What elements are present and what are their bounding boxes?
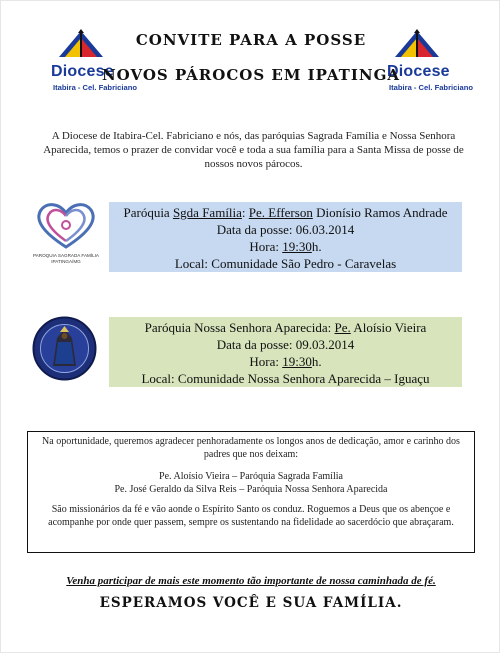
departing-priest-2: Pe. José Geraldo da Silva Reis – Paróquia Nossa Senhora Aparecida [114,483,388,495]
parish-sagrada-familia-box [109,202,462,272]
diocese-name: Diocese [51,63,114,80]
diocese-subtitle: Itabira - Cel. Fabriciano [389,83,473,92]
footer-closing-line: ESPERAMOS VOCÊ E SUA FAMÍLIA. [99,595,403,611]
parish-name: Sgda Família [172,205,242,220]
diocese-name: Diocese [387,63,450,80]
time-suffix: h. [311,354,322,369]
time-label: Hora: [249,354,283,369]
thanks-intro: Na oportunidade, queremos agradecer penhoradamente os longos anos de dedicação, amor e carinho dos padres que nos deixam: [42,436,460,460]
priest-name: Aloísio Vieira [350,320,427,335]
priest-name: Dionísio Ramos Andrade [312,205,448,220]
page-subtitle: NOVOS PÁROCOS EM IPATINGA [101,66,401,84]
sagrada-familia-logo [31,199,101,269]
separator: : [241,205,249,220]
parish2-location: Local: Comunidade Nossa Senhora Aparecida – Iguaçu [141,371,430,386]
parish1-date: Data da posse: 06.03.2014 [216,222,355,237]
parish-label: Paróquia [123,205,173,220]
thanks-box [27,431,475,553]
time-label: Hora: [249,239,283,254]
parish-nossa-senhora-aparecida-box [109,317,462,387]
sagrada-familia-logo-caption [31,253,101,265]
parish2-date: Data da posse: 09.03.2014 [216,337,355,352]
departing-priest-1: Pe. Aloísio Vieira – Paróquia Sagrada Família [159,471,343,482]
footer-invitation-line: Venha participar de mais este momento tão importante de nossa caminhada de fé. [66,575,436,587]
time-value: 19:30 [282,354,312,369]
parish2-priest-line [109,319,462,336]
parish1-time-line [109,238,462,255]
parish1-location: Local: Comunidade São Pedro - Caravelas [174,256,397,271]
parish-label: Paróquia Nossa Senhora Aparecida: [144,320,335,335]
heart-family-icon [31,199,101,251]
diocese-subtitle: Itabira - Cel. Fabriciano [53,83,137,92]
time-value: 19:30 [282,239,312,254]
logo-caption-line2: IPATINGA/MG [51,259,81,264]
thanks-closing: São missionários da fé e vão aonde o Espírito Santo os conduz. Roguemos a Deus que os abençoe e acompanhe por onde quer passem, sempre os sustentando na fidelidade ao sacerdócio que abraçaram. [48,504,454,528]
page-title: CONVITE PARA A POSSE [135,31,367,49]
priest-title: Pe. [334,320,351,335]
priest-title: Pe. Efferson [248,205,313,220]
nossa-senhora-aparecida-logo [32,316,97,381]
our-lady-medallion-icon [32,316,97,381]
parish2-time-line [109,353,462,370]
time-suffix: h. [311,239,322,254]
logo-caption-line1: PAROQUIA SAGRADA FAMÍLIA [32,253,100,258]
intro-paragraph: A Diocese de Itabira-Cel. Fabriciano e nós, das paróquias Sagrada Família e Nossa Senhora Aparecida, temos o prazer de convidar você e toda a sua família para a Santa Missa de posse de nossos novos párocos. [43,130,464,170]
parish1-priest-line [109,204,462,221]
